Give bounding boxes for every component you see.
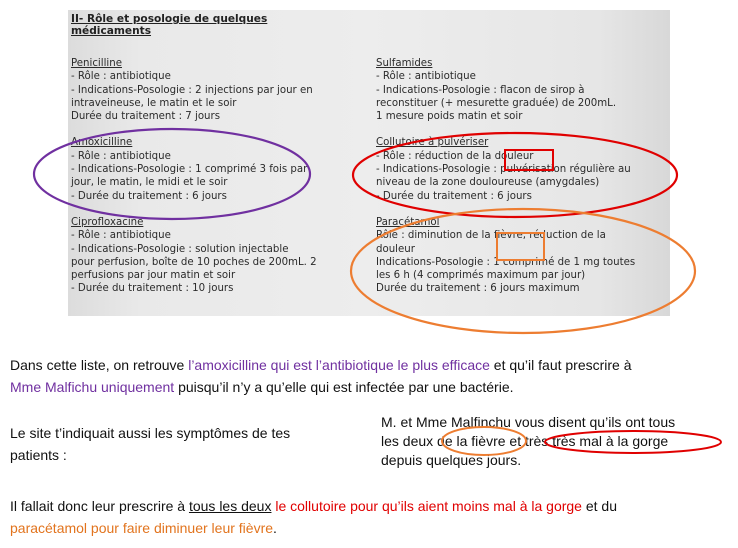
- drug-name: Penicilline: [71, 58, 122, 69]
- paragraph-conclusion: Il fallait donc leur prescrire à tous les deux le collutoire pour qu’ils aient moins mal à la gorge et du paracétamol pour faire diminuer leur fièvre.: [10, 498, 617, 536]
- drug-sulfamides: Sulfamides - Rôle : antibiotique - Indications-Posologie : flacon de sirop à reconstituer (+ mesurette graduée) de 200mL. 1 mesure poids matin et soir: [376, 57, 635, 123]
- patients-quote: M. et Mme Malfinchu vous disent qu’ils ont tous les deux de la fièvre et très très mal à la gorge depuis quelques jours.: [381, 414, 676, 468]
- drug-ciprofloxacine: Ciprofloxacine - Rôle : antibiotique - Indications-Posologie : solution injectable pour perfusion, boîte de 10 poches de 200mL. 2 perfusions par jour matin et soir - Durée du traitement : 10 jours: [71, 216, 317, 295]
- paragraph-amoxicilline: Dans cette liste, on retrouve l’amoxicilline qui est l’antibiotique le plus efficace et qu’il faut prescrire à Mme Malfichu uniquement puisqu’il n’y a qu’elle qui est infectée par une bactérie.: [10, 357, 632, 395]
- drug-name: Sulfamides: [376, 58, 433, 69]
- drug-name: Collutoire à pulvériser: [376, 137, 489, 149]
- document-title: II- Rôle et posologie de quelques médicaments: [71, 13, 268, 37]
- drug-collutoire: Collutoire à pulvériser - Rôle : réduction de la douleur - Indications-Posologie : pulvérisation régulière au niveau de la zone douloureuse (amygdales) - Durée du traitement : 6 jours: [376, 136, 635, 202]
- drug-paracetamol: Paracétamol Rôle : diminution de la fièvre, réduction de la douleur Indications-Posologie : 1 comprimé de 1 mg toutes les 6 h (4 comprimés maximum par jour) Durée du traitement : 6 jours maximum: [376, 216, 636, 295]
- drug-name: Amoxicilline: [71, 137, 133, 149]
- drug-name: Paracétamol: [376, 216, 440, 228]
- drug-penicilline: Penicilline - Rôle : antibiotique - Indications-Posologie : 2 injections par jour en intraveineuse, le matin et le soir Durée du traitement : 7 jours: [71, 57, 317, 123]
- drug-name: Ciprofloxacine: [71, 216, 144, 228]
- left-column: [71, 57, 317, 296]
- paragraph-symptoms: Le site t’indiquait aussi les symptômes de tes patients :: [10, 425, 291, 463]
- drug-amoxicilline: Amoxicilline - Rôle : antibiotique - Indications-Posologie : 1 comprimé 3 fois par jour, le matin, le midi et le soir - Durée du traitement : 6 jours: [71, 136, 317, 202]
- right-column: [376, 57, 635, 296]
